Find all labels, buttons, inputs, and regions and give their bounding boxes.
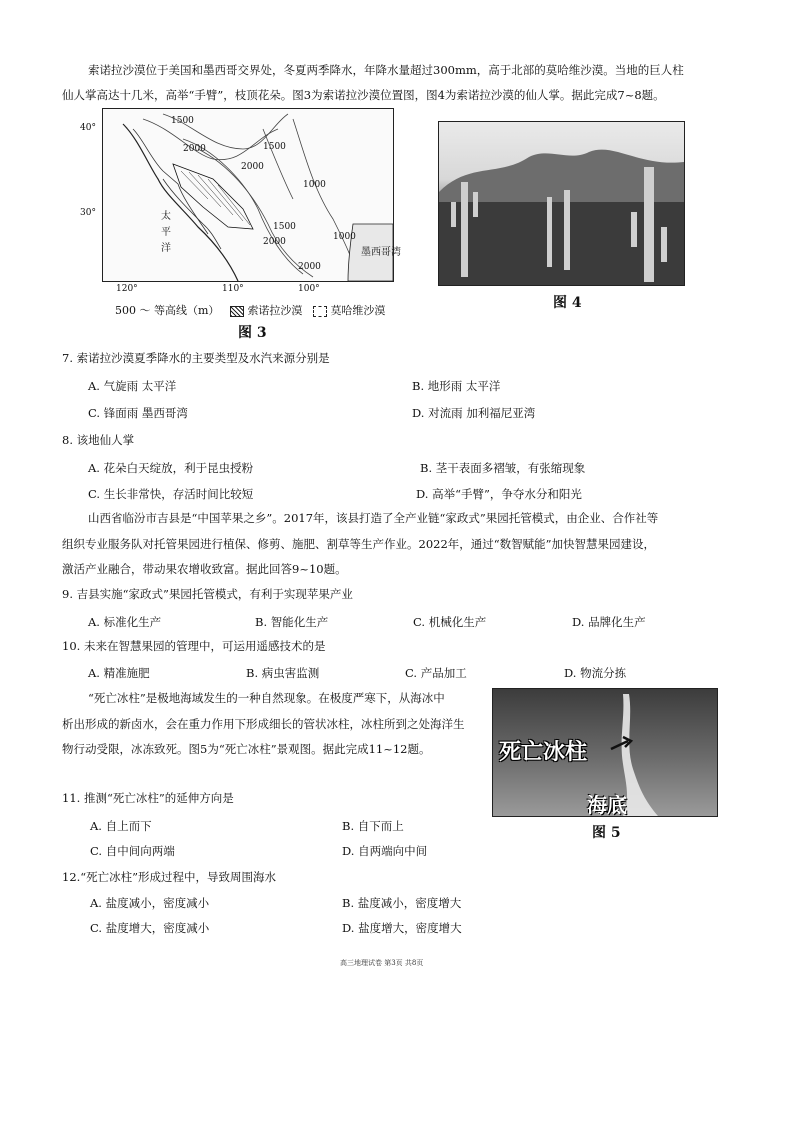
q9-option-c[interactable]: C. 机械化生产 [413,615,487,629]
q8-option-c[interactable]: C. 生长非常快，存活时间比较短 [88,487,254,501]
q10-stem: 10. 未来在智慧果园的管理中，可运用遥感技术的是 [62,639,326,653]
intro2-line2: 组织专业服务队对托管果园进行植保、修剪、施肥、割草等生产作业。2022年，通过“数智赋能”加快智慧果园建设， [62,537,656,551]
q10-option-c[interactable]: C. 产品加工 [405,666,467,680]
q8-stem: 8. 该地仙人掌 [62,433,135,447]
q10-option-b[interactable]: B. 病虫害监测 [246,666,320,680]
intro3-line2: 析出形成的新卤水，会在重力作用下形成细长的管状冰柱，冰柱所到之处海洋生 [62,717,465,731]
legend-sonoran-label: 索诺拉沙漠 [247,304,303,317]
legend-contour-line: ～ [139,304,151,317]
q7-option-c[interactable]: C. 锋面雨 墨西哥湾 [88,406,188,420]
q9-option-a[interactable]: A. 标准化生产 [88,615,162,629]
intro1-line2: 仙人掌高达十几米，高举“手臂”，枝顶花朵。图3为索诺拉沙漠位置图，图4为索诺拉沙漠的仙人掌。据此完成7~8题。 [62,88,665,102]
contour-label: 2000 [183,144,206,154]
page-footer: 高三地理试卷 第3页 共8页 [340,959,424,967]
contour-label: 1000 [303,180,326,190]
q11-option-a[interactable]: A. 自上而下 [90,819,152,833]
q12-option-a[interactable]: A. 盐度减小，密度减小 [90,896,210,910]
q7-option-d[interactable]: D. 对流雨 加利福尼亚湾 [412,406,536,420]
legend-contour-sample: 500 [115,304,136,317]
q7-stem: 7. 索诺拉沙漠夏季降水的主要类型及水汽来源分别是 [62,351,330,365]
q8-option-a[interactable]: A. 花朵白天绽放，利于昆虫授粉 [88,461,254,475]
contour-label: 1500 [171,116,194,126]
q7-option-b[interactable]: B. 地形雨 太平洋 [412,379,501,393]
q7-option-a[interactable]: A. 气旋雨 太平洋 [88,379,177,393]
fig5-caption: 图 5 [592,825,621,841]
contour-label: 2000 [298,262,321,272]
contour-label: 1500 [273,222,296,232]
fig3-caption: 图 3 [238,325,267,341]
contour-label: 2000 [263,237,286,247]
q11-stem: 11. 推测“死亡冰柱”的延伸方向是 [62,791,234,805]
contour-label: 2000 [241,162,264,172]
q12-option-c[interactable]: C. 盐度增大，密度减小 [90,921,210,935]
map-frame [102,108,401,282]
q12-option-b[interactable]: B. 盐度减小，密度增大 [342,896,462,910]
legend-sonoran-swatch [230,306,244,317]
q11-option-d[interactable]: D. 自两端向中间 [342,844,428,858]
q11-option-b[interactable]: B. 自下而上 [342,819,404,833]
q8-option-d[interactable]: D. 高举“手臂”，争夺水分和阳光 [416,487,582,501]
gulf-label: 墨西哥湾 [361,247,401,258]
intro2-line3: 激活产业融合，带动果农增收致富。据此回答9~10题。 [62,562,347,576]
intro1-line1: 索诺拉沙漠位于美国和墨西哥交界处，冬夏两季降水，年降水量超过300mm，高于北部的莫哈维沙漠。当地的巨人柱 [88,63,684,77]
q9-option-d[interactable]: D. 品牌化生产 [572,615,646,629]
lat-label-40: 40° [80,123,96,133]
ocean-label-char: 太 [161,211,171,222]
intro2-line1: 山西省临汾市吉县是“中国苹果之乡”。2017年，该县打造了全产业链“家政式”果园托管模式，由企业、合作社等 [88,511,659,525]
q12-option-d[interactable]: D. 盐度增大，密度增大 [342,921,462,935]
lat-label-30: 30° [80,208,96,218]
fig3-legend [115,302,385,318]
q10-option-a[interactable]: A. 精准施肥 [88,666,150,680]
fig4-caption: 图 4 [553,295,582,311]
figure-3-map [80,108,400,318]
cactus-illustration [439,122,684,285]
legend-mojave-label: 莫哈维沙漠 [330,304,386,317]
q11-option-c[interactable]: C. 自中间向两端 [90,844,175,858]
q9-stem: 9. 吉县实施“家政式”果园托管模式，有利于实现苹果产业 [62,587,353,601]
q8-option-b[interactable]: B. 茎干表面多褶皱，有张缩现象 [420,461,586,475]
figure-4-photo [438,121,685,286]
lon-label-120: 120° [116,284,138,294]
intro3-line1: “死亡冰柱”是极地海域发生的一种自然现象。在极度严寒下，从海冰中 [88,691,445,705]
fig5-overlay-bottom: 海底 [587,793,627,817]
lon-label-100: 100° [298,284,320,294]
q10-option-d[interactable]: D. 物流分拣 [564,666,627,680]
ocean-label-char: 洋 [161,243,171,254]
figure-5-photo [492,688,718,817]
ocean-label-char: 平 [161,227,171,238]
intro3-line3: 物行动受限，冰冻致死。图5为“死亡冰柱”景观图。据此完成11~12题。 [62,742,431,756]
contour-label: 1000 [333,232,356,242]
lon-label-110: 110° [222,284,244,294]
q9-option-b[interactable]: B. 智能化生产 [255,615,329,629]
legend-contour-label: 等高线（m） [154,304,220,317]
contour-label: 1500 [263,142,286,152]
q12-stem: 12.“死亡冰柱”形成过程中，导致周围海水 [62,870,277,884]
legend-mojave-swatch [313,306,327,317]
fig5-overlay-title: 死亡冰柱 [499,740,588,765]
